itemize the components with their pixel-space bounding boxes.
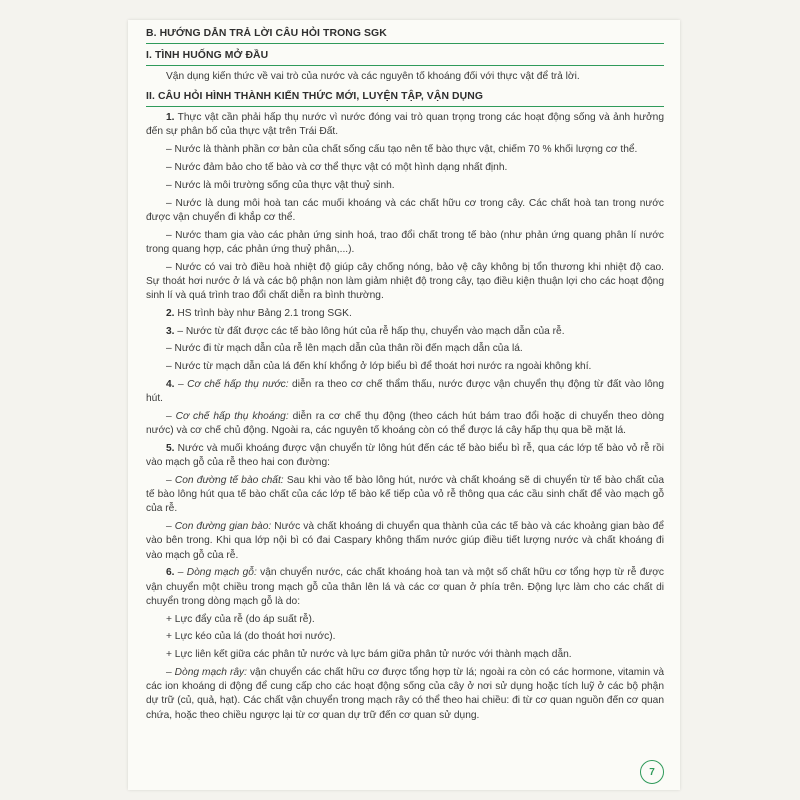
q1-intro-text: Thực vật cần phải hấp thụ nước vì nước đóng vai trò quan trọng trong các hoạt động sống và ảnh hưởng đến sự phân bố của thực vật trên Trái Đất. (146, 112, 664, 138)
q1-bullet-5: – Nước tham gia vào các phản ứng sinh hoá, trao đổi chất trong tế bào (như phản ứng quang phân lí nước trong quang hợp, các phản ứng thuỷ phân,...). (146, 229, 664, 255)
page-number-badge (640, 760, 664, 784)
q5-bullet-2-text: Nước và chất khoáng di chuyển qua thành của các tế bào và các khoảng gian bào để vào bên trong. Khi qua lớp nội bì có đai Caspary không thấm nước giúp điều tiết lượng nước và chất khoáng đi vào mạch gỗ của rễ. (146, 521, 664, 561)
q5-bullet-1-text: Sau khi vào tế bào lông hút, nước và chất khoáng sẽ di chuyển từ tế bào chất của tế bào lông hút qua tế bào chất của các lớp tế bào kế tiếp của vỏ rễ thông qua các cầu sinh chất để vào mạch gỗ của rễ. (146, 474, 664, 515)
q4-bullet-1 (146, 378, 664, 406)
q3-bullet-2: – Nước đi từ mạch dẫn của rễ lên mạch dẫn của thân rồi đến mạch dẫn của lá. (166, 343, 523, 355)
q3-bullet-3: – Nước từ mạch dẫn của lá đến khí khổng ở lớp biểu bì để thoát hơi nước ra ngoài không khí. (166, 361, 592, 373)
section-b-title: B. HƯỚNG DẪN TRẢ LỜI CÂU HỎI TRONG SGK (146, 28, 387, 39)
page-number: 7 (649, 766, 655, 778)
q6-bullet-2-label: – Dòng mạch rây: (166, 666, 247, 678)
q1-bullet-6: – Nước có vai trò điều hoà nhiệt độ giúp cây chống nóng, bảo vệ cây không bị tổn thương khi nhiệt độ cao. Sự thoát hơi nước ở lá và các bộ phận non làm giảm nhiệt độ trong cây, tạo điều kiện thuận lợi cho các hoạt động sinh lí và quá trình trao đổi chất diễn ra bình thường. (146, 261, 664, 301)
section-2-title: II. CÂU HỎI HÌNH THÀNH KIẾN THỨC MỚI, LUYỆN TẬP, VẬN DỤNG (146, 91, 484, 103)
book-page (128, 20, 680, 790)
q1-number: 1. (166, 112, 175, 124)
q5-intro-text: Nước và muối khoáng được vận chuyển từ lông hút đến các tế bào biểu bì rễ, qua các lớp tế bào vỏ rễ rồi vào mạch gỗ của rễ theo hai con đường: (146, 442, 664, 469)
q4-bullet-2 (146, 410, 664, 438)
q4-bullet-1-text: diễn ra theo cơ chế thẩm thấu, nước được vận chuyển thụ động từ đất vào lông hút. (146, 378, 664, 405)
q6-bullet-2 (146, 666, 664, 723)
q4-bullet-1-label: – Cơ chế hấp thụ nước: (174, 378, 289, 390)
title-rule (146, 43, 664, 44)
q2-paragraph (146, 307, 664, 321)
q3-bullet-1 (146, 325, 664, 339)
q2-number: 2. (166, 307, 175, 319)
q5-bullet-1-label: – Con đường tế bào chất: (166, 474, 284, 486)
q5-bullet-2-label: – Con đường gian bào: (166, 521, 272, 533)
section-1-rule (146, 65, 664, 66)
q5-number: 5. (166, 442, 175, 454)
q1-bullet-1: – Nước là thành phần cơ bản của chất sống cấu tạo nên tế bào thực vật, chiếm 70 % khối lượng cơ thể. (166, 144, 638, 156)
q5-intro (146, 442, 664, 470)
q6-bullet-1 (146, 566, 664, 609)
q4-bullet-2-text: diễn ra cơ chế thụ động (theo cách hút bám trao đổi hoặc di chuyển theo dòng nước) và cơ chế chủ động. Ngoài ra, các nguyên tố khoáng còn có thể được lá cây hấp thụ qua bề mặt lá. (146, 410, 664, 437)
q6-bullet-1-text: vận chuyển nước, các chất khoáng hoà tan và một số chất hữu cơ tổng hợp từ rễ được vận chuyển một chiều trong mạch gỗ của thân lên lá và các cơ quan ở phía trên. Động lực làm cho các chất di chuyển trong dòng mạch gỗ là do: (146, 567, 665, 607)
q1-bullet-3: – Nước là môi trường sống của thực vật thuỷ sinh. (166, 179, 395, 191)
q2-text: HS trình bày như Bảng 2.1 trong SGK. (174, 307, 352, 319)
section-1-text: Vận dụng kiến thức về vai trò của nước và các nguyên tố khoáng đối với thực vật để trả lời. (166, 71, 580, 82)
q4-bullet-2-label: – Cơ chế hấp thụ khoáng: (166, 410, 289, 422)
q6-bullet-1-label: – Dòng mạch gỗ: (174, 567, 257, 579)
q3-number: 3. (166, 325, 175, 337)
q1-intro (146, 111, 664, 139)
q6-bullet-2-text: vận chuyển các chất hữu cơ được tổng hợp từ lá; ngoài ra còn có các hormone, vitamin và các ion khoáng di động để cung cấp cho các hoạt động sống của cây ở nơi sử dụng hoặc tích luỹ ở các bộ phận dự trữ (củ, quả, hạt). Các chất vận chuyển trong mạch rây có thể theo hai chiều: đi từ cơ quan nguồn đến cơ quan chứa, hoặc theo chiều ngược lại từ cơ quan dự trữ đến cơ quan sử dụng. (146, 666, 664, 721)
q6-point-3: + Lực liên kết giữa các phân tử nước và lực bám giữa phân tử nước với thành mạch dẫn. (166, 649, 572, 661)
q5-bullet-1 (146, 474, 664, 517)
q1-bullet-4: – Nước là dung môi hoà tan các muối khoáng và các chất hữu cơ trong cây. Các chất hoà tan trong nước được vận chuyển đi khắp cơ thể. (146, 197, 664, 223)
section-1-title: I. TÌNH HUỐNG MỞ ĐẦU (146, 50, 269, 61)
q6-point-2: + Lực kéo của lá (do thoát hơi nước). (166, 631, 336, 643)
q4-number: 4. (166, 378, 175, 390)
q6-point-1: + Lực đẩy của rễ (do áp suất rễ). (166, 613, 315, 625)
q6-number: 6. (166, 567, 175, 579)
section-2-rule (146, 106, 664, 107)
page-content (146, 26, 664, 726)
q1-bullet-2: – Nước đảm bảo cho tế bào và cơ thể thực vật có một hình dạng nhất định. (166, 162, 508, 173)
q3-bullet-1-text: – Nước từ đất được các tế bào lông hút của rễ hấp thụ, chuyển vào mạch dẫn của rễ. (174, 325, 565, 337)
q5-bullet-2 (146, 520, 664, 563)
